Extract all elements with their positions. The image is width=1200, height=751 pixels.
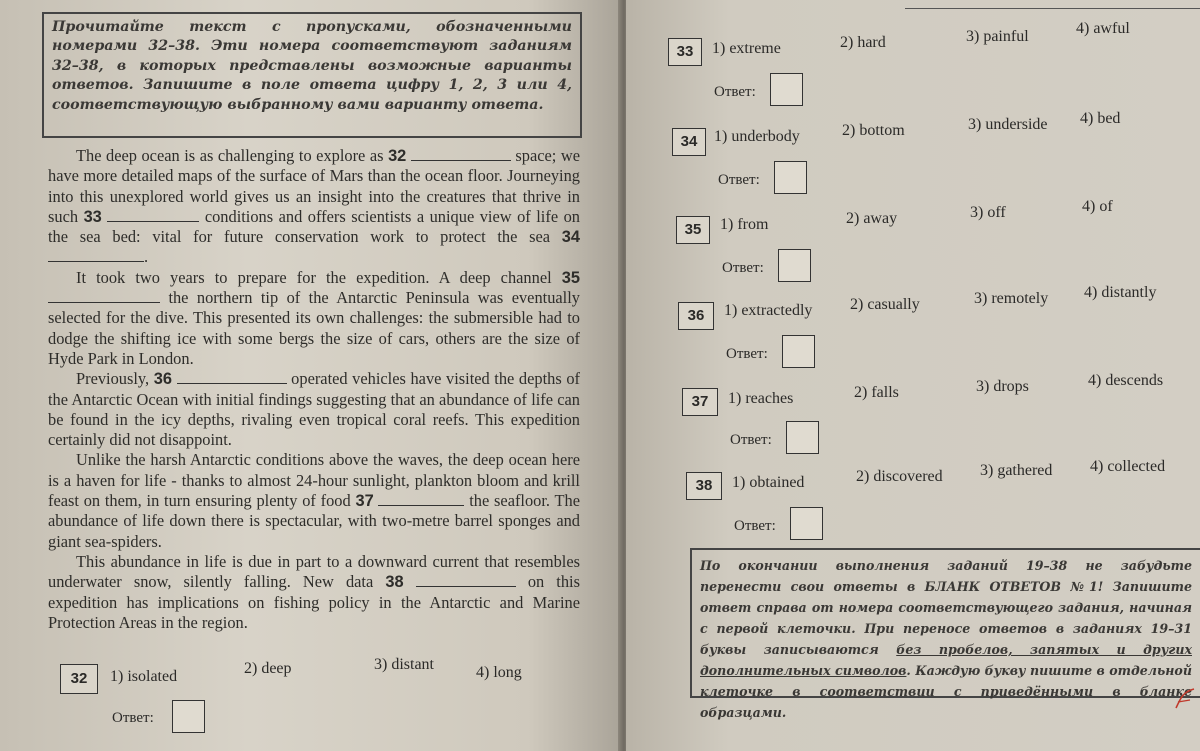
passage-paragraph-5: This abundance in life is due in part to a downward current that resembles underwater snow, silently falling. New data 38 on this expedition has implications on fishing policy in the Antarctic and Marine Protection Areas in the region.	[48, 551, 580, 632]
answer-box[interactable]	[782, 335, 815, 368]
task-number-box: 32	[60, 664, 98, 694]
option-1: 1) extractedly	[724, 302, 813, 319]
gap-number-38: 38	[385, 573, 404, 592]
option-2: 2) hard	[840, 34, 886, 51]
passage-paragraph-1: The deep ocean is as challenging to explore as 32 space; we have more detailed maps of the surface of Mars than the ocean floor. Journeying into this unexplored world gives us an insight into the creatures that thrive in such 33 conditions and offers scientists a unique view of life on the sea bed: vital for future conservation work to protect the sea 34 .	[48, 146, 580, 267]
passage-paragraph-3: Previously, 36 operated vehicles have visited the depths of the Antarctic Ocean with initial findings suggesting that an abundance of life can be found in the icy depths, rivaling even tropical coral reefs. This expedition certainly did not disappoint.	[48, 369, 580, 450]
option-4: 4) descends	[1088, 372, 1164, 389]
task-number-box: 33	[668, 38, 702, 66]
answer-label: Ответ:	[726, 346, 768, 362]
answer-label: Ответ:	[730, 432, 772, 448]
gap-number-35: 35	[561, 268, 580, 287]
gap-number-32: 32	[388, 147, 407, 165]
option-1: 1) obtained	[732, 474, 805, 491]
answer-label: Ответ:	[112, 710, 154, 726]
option-2: 2) deep	[244, 660, 292, 677]
gap-number-34: 34	[561, 228, 580, 247]
option-2: 2) falls	[854, 384, 899, 401]
gap-blank-37	[378, 492, 464, 506]
answer-box[interactable]	[778, 249, 811, 282]
task-number-box: 34	[672, 128, 706, 156]
gap-blank-33	[107, 208, 199, 222]
option-2: 2) bottom	[842, 122, 905, 139]
option-3: 3) remotely	[974, 290, 1049, 307]
option-1: 1) underbody	[714, 128, 800, 145]
option-3: 3) drops	[976, 378, 1029, 395]
red-pen-mark-icon	[1172, 686, 1198, 710]
option-4: 4) distantly	[1084, 284, 1157, 301]
task-number-box: 35	[676, 216, 710, 244]
answer-box[interactable]	[770, 73, 803, 106]
task-number-box: 38	[686, 472, 722, 500]
gap-blank-36	[177, 370, 287, 384]
answer-box[interactable]	[172, 700, 205, 733]
answer-label: Ответ:	[734, 518, 776, 534]
option-4: 4) of	[1082, 198, 1113, 215]
option-3: 3) painful	[966, 28, 1029, 45]
option-4: 4) collected	[1090, 458, 1166, 475]
option-3: 3) off	[970, 204, 1006, 221]
transfer-instructions-box: По окончании выполнения заданий 19–38 не забудьте перенести свои ответы в БЛАНК ОТВЕТОВ №1! Запишите ответ справа от номера соответствующего задания, начиная с первой клеточки. При переносе ответов в заданиях 19–31 буквы записываются без пробелов, запятых и других дополнительных символов. Каждую букву пишите в отдельной клеточке в соответствии с приведёнными в бланке образцами.	[690, 548, 1200, 698]
option-2: 2) discovered	[856, 468, 943, 485]
option-3: 3) gathered	[980, 462, 1053, 479]
answer-box[interactable]	[790, 507, 823, 540]
instruction-box	[42, 12, 582, 138]
gap-blank-38	[416, 573, 516, 587]
instruction-text: Прочитайте текст с пропусками, обозначенными номерами 32–38. Эти номера соответствуют заданиям 32–38, в которых представлены возможные варианты ответов. Запишите в поле ответа цифру 1, 2, 3 или 4, соответствующую выбранному вами варианту ответа.	[52, 19, 572, 113]
option-2: 2) casually	[850, 296, 920, 313]
option-4: 4) long	[476, 664, 522, 681]
option-1: 1) reaches	[728, 390, 794, 407]
gap-blank-32	[411, 147, 511, 161]
option-1: 1) isolated	[110, 668, 178, 685]
option-4: 4) awful	[1076, 20, 1130, 37]
task-number-box: 36	[678, 302, 714, 330]
answer-label: Ответ:	[718, 172, 760, 188]
answer-box[interactable]	[786, 421, 819, 454]
gap-number-36: 36	[153, 370, 172, 389]
gap-number-37: 37	[355, 492, 374, 511]
gap-number-33: 33	[83, 207, 102, 226]
passage-paragraph-2: It took two years to prepare for the expedition. A deep channel 35 the northern tip of the Antarctic Peninsula was eventually selected for the dive. This presented its own challenges: the submersible had to dodge the shifting ice with some bergs the size of cars, others are the size of Hyde Park in London.	[48, 267, 580, 368]
option-3: 3) distant	[374, 656, 434, 673]
passage-paragraph-4: Unlike the harsh Antarctic conditions above the waves, the deep ocean here is a haven for life - thanks to almost 24-hour sunlight, plankton bloom and krill feast on them, in turn ensuring plenty of food 37 the seafloor. The abundance of life down there is spectacular, with two-metre barrel sponges and giant sea-spiders.	[48, 450, 580, 551]
answer-label: Ответ:	[722, 260, 764, 276]
option-2: 2) away	[846, 210, 898, 227]
option-4: 4) bed	[1080, 110, 1121, 127]
task-number-box: 37	[682, 388, 718, 416]
answer-box[interactable]	[774, 161, 807, 194]
top-rule-line	[905, 8, 1200, 9]
option-1: 1) extreme	[712, 40, 781, 57]
option-1: 1) from	[720, 216, 769, 233]
gap-blank-34	[48, 248, 144, 262]
gap-blank-35	[48, 289, 160, 303]
option-3: 3) underside	[968, 116, 1048, 133]
reading-passage	[48, 146, 580, 633]
answer-label: Ответ:	[714, 84, 756, 100]
